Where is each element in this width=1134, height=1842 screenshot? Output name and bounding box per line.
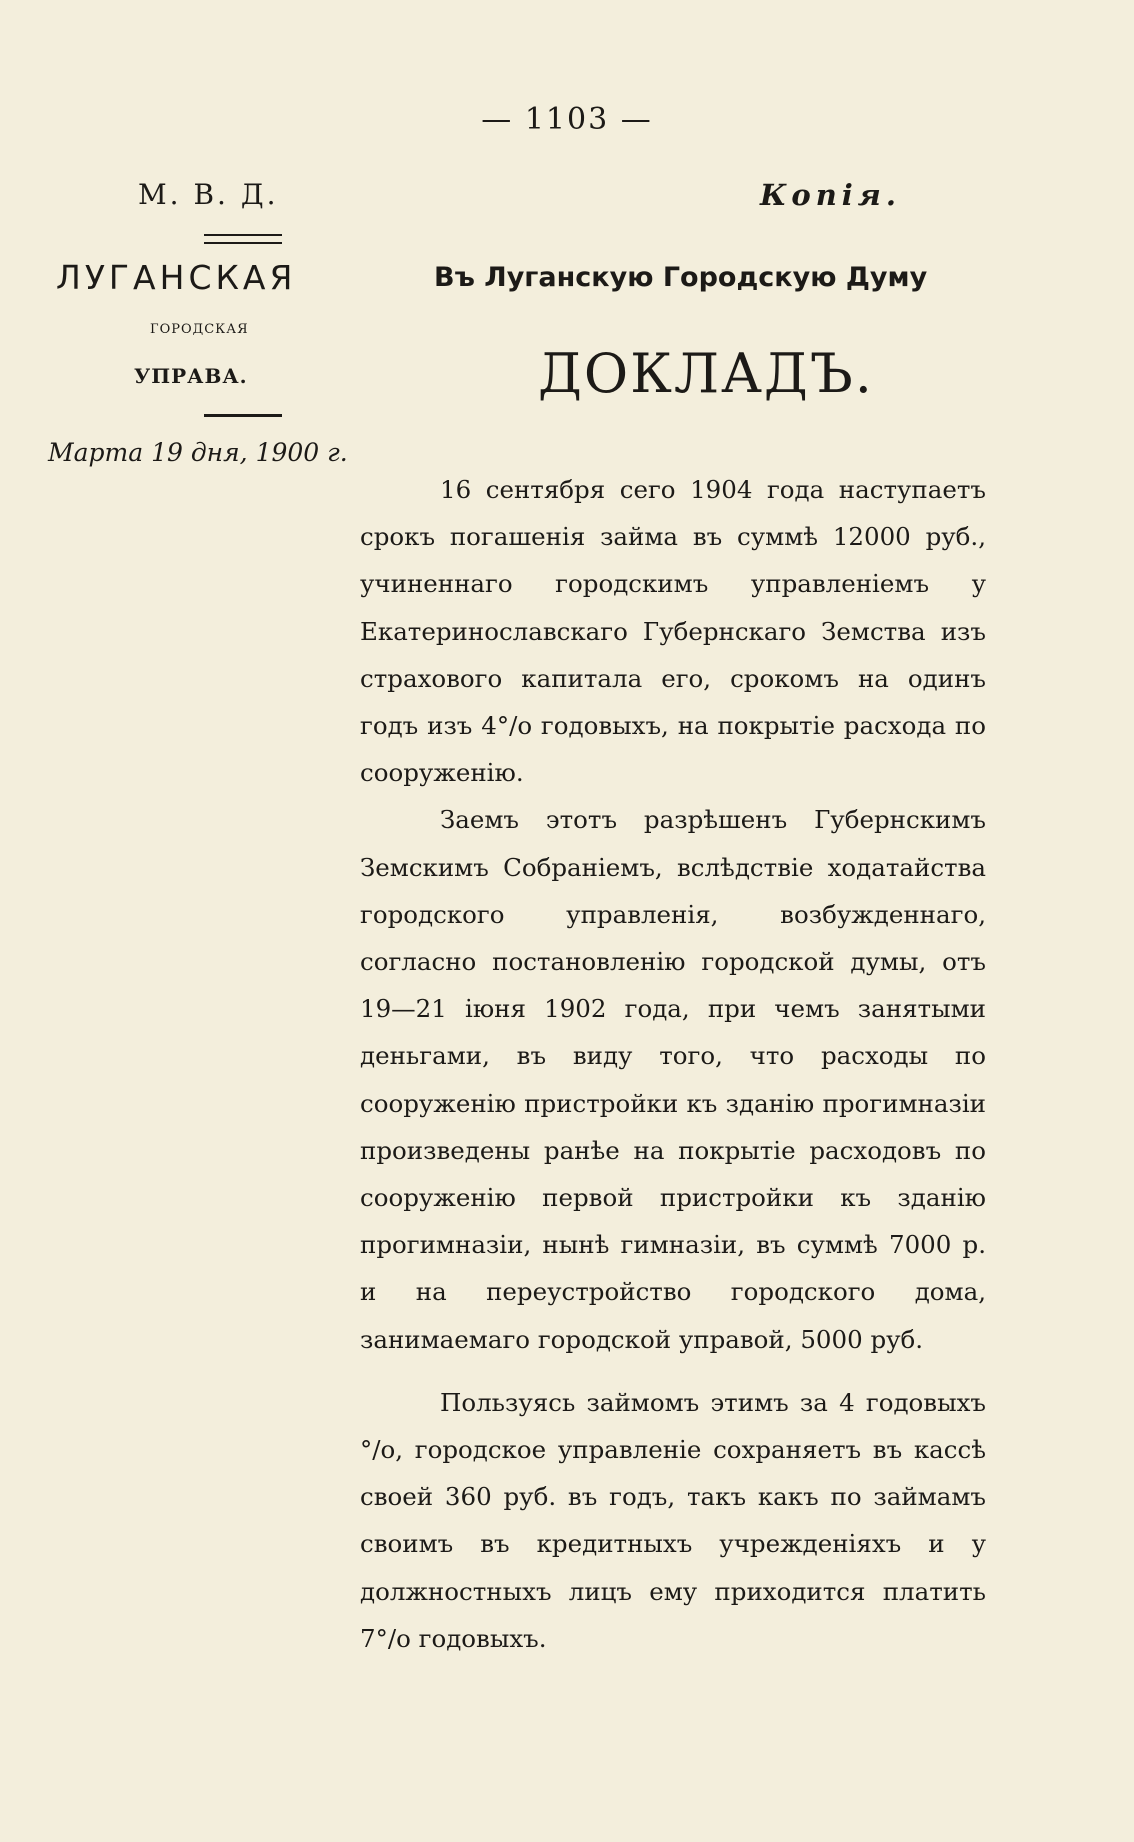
page-number: — 1103 —: [481, 102, 653, 137]
paragraph: Заемъ этотъ разрѣшенъ Губернскимъ Земскимъ Собраніемъ, вслѣдствіе ходатайства городского управленія, возбужденнаго, согласно постановленію городской думы, отъ 19—21 іюня 1902 года, при чемъ занятыми деньгами, въ виду того, что расходы по сооруженію пристройки къ зданію прогимназіи произведены ранѣе на покрытіе расходовъ по сооруженію первой пристройки къ зданію прогимназіи, нынѣ гимназіи, въ суммѣ 7000 р. и на переустройство городского дома, занимаемаго городской управой, 5000 руб.: [360, 805, 986, 1354]
copy-label: Копія.: [759, 178, 901, 212]
document-title: ДОКЛАДЪ.: [538, 342, 874, 405]
paragraph: Пользуясь займомъ этимъ за 4 годовыхъ °/о, городское управленіе сохраняетъ въ кассѣ своей 360 руб. въ годъ, такъ какъ по займамъ своимъ въ кредитныхъ учрежденіяхъ и у должностныхъ лицъ ему приходится платить 7°/о годовыхъ.: [360, 1387, 986, 1653]
board-label: УПРАВА.: [134, 364, 248, 388]
paragraph: 16 сентября сего 1904 года наступаетъ срокъ погашенія займа въ суммѣ 12000 руб., учиненнаго городскимъ управленіемъ у Екатеринославскаго Губернскаго Земства изъ страхового капитала его, срокомъ на одинъ годъ изъ 4°/о годовыхъ, на покрытіе расхода по сооруженію.: [360, 475, 986, 788]
ministry-abbreviation: М. В. Д.: [138, 178, 279, 211]
city-name: ЛУГАНСКАЯ: [56, 258, 297, 297]
municipal-label: ГОРОДСКАЯ: [150, 322, 249, 337]
report-body: [360, 466, 986, 1662]
single-rule: [204, 414, 282, 417]
addressee: Въ Луганскую Городскую Думу: [434, 262, 928, 293]
double-rule: [204, 234, 282, 244]
letter-date: Марта 19 дня, 1900 г.: [48, 438, 348, 467]
